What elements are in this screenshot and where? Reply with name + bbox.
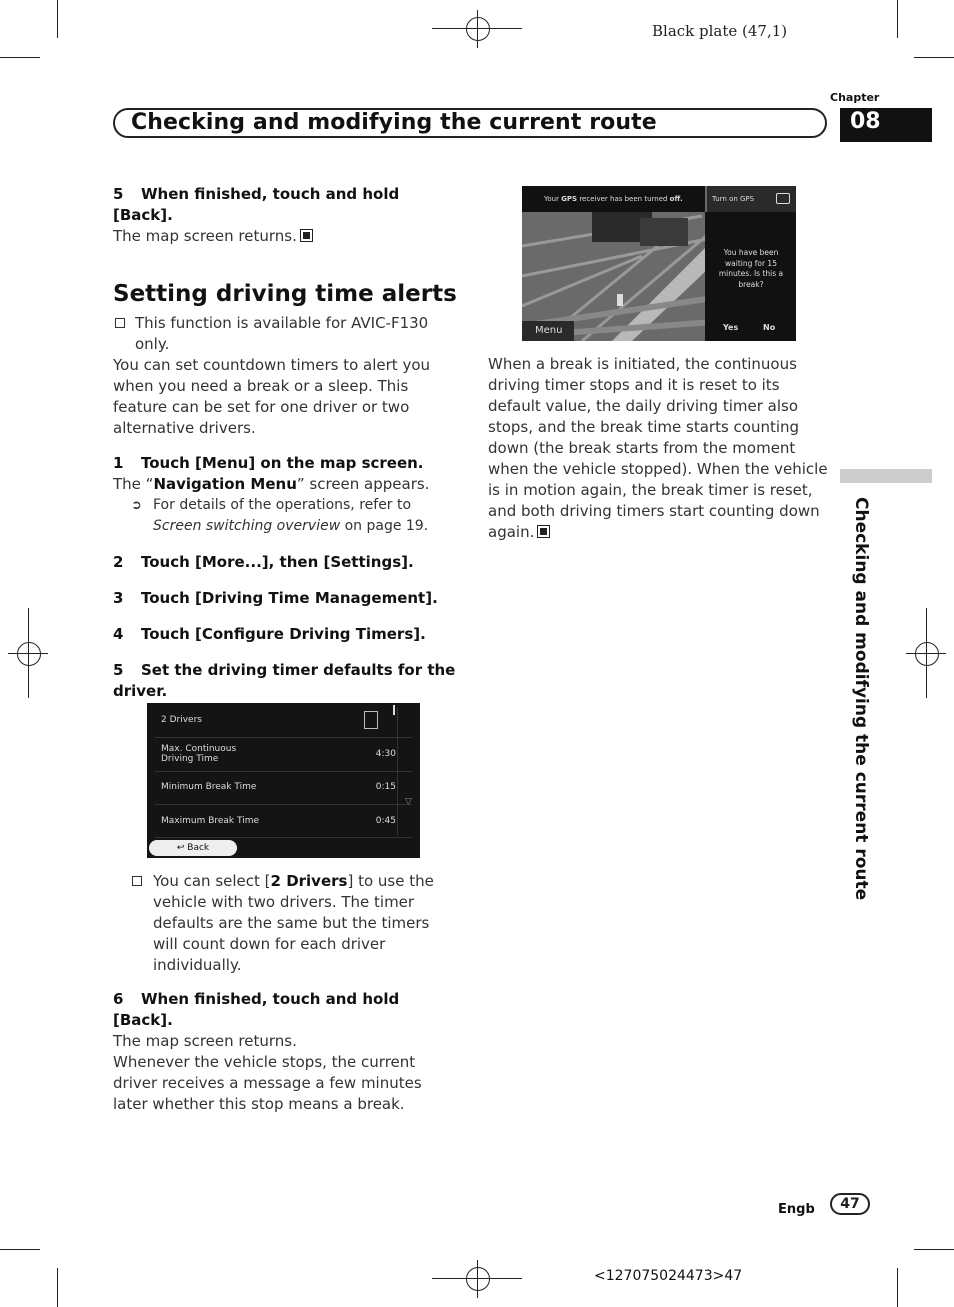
language-code: Engb: [778, 1202, 815, 1217]
crop-mark: [57, 0, 58, 38]
step-5b: 5 Set the driving timer defaults for the driver.: [113, 661, 456, 700]
step-5a-body: The map screen returns.: [113, 226, 458, 247]
note-two-drivers: You can select [2 Drivers] to use the vehicle with two drivers. The timer defaults are the same but the timers will count down for each driver individually.: [113, 871, 458, 976]
side-tab: [840, 469, 932, 483]
yes-button: Yes: [723, 323, 739, 332]
break-dialog: [705, 212, 796, 341]
end-mark-icon: [537, 525, 550, 538]
checkbox-bullet-icon: [115, 318, 125, 328]
step-6-body: The map screen returns.: [113, 1032, 297, 1050]
crop-mark: [897, 1268, 898, 1307]
page-number: 47: [830, 1193, 870, 1215]
break-dialog-screenshot: [522, 186, 796, 341]
mode-row: 2 Drivers: [155, 703, 412, 738]
timer-row: Max. Continuous Driving Time 4:30: [155, 737, 412, 772]
chapter-title: Checking and modifying the current route: [131, 110, 657, 135]
break-explanation: When a break is initiated, the continuous driving timer stops and it is reset to its default value, the daily driving timer also stops, and the break time starts counting down (the break starts from the moment when the vehicle stopped). When the vehicle is in motion again, the break timer is reset, and both driving timers start counting down again.: [488, 355, 828, 541]
gps-status-bar: Your GPS receiver has been turned off.: [522, 186, 705, 212]
checkbox-icon: [364, 711, 378, 729]
crop-mark: [897, 0, 898, 38]
step-6-body-2: Whenever the vehicle stops, the current driver receives a message a few minutes later whether this stop means a break.: [113, 1053, 422, 1113]
step-1: 1 Touch [Menu] on the map screen.: [113, 454, 424, 472]
step-6: 6 When finished, touch and hold [Back].: [113, 990, 400, 1029]
crop-mark: [914, 1249, 954, 1250]
step-5a: 5 When finished, touch and hold [Back].: [113, 185, 400, 224]
chapter-number: 08: [840, 108, 932, 142]
registration-circle: [466, 17, 490, 41]
scroll-thumb: [393, 705, 395, 715]
plate-label: Black plate (47,1): [652, 22, 788, 40]
dialog-message: You have been waiting for 15 minutes. Is this a break?: [718, 248, 784, 289]
checkbox-bullet-icon: [132, 876, 142, 886]
driving-timer-screenshot: [147, 703, 420, 858]
menu-button: Menu: [522, 321, 574, 341]
end-mark-icon: [300, 229, 313, 242]
no-button: No: [763, 323, 776, 332]
timer-row: Maximum Break Time 0:45: [155, 804, 412, 838]
registration-circle: [17, 642, 41, 666]
gps-icon: [776, 193, 790, 204]
intro-paragraph: You can set countdown timers to alert you when you need a break or a sleep. This feature can be set for one driver or two alternative drivers.: [113, 356, 431, 437]
chapter-label: Chapter: [830, 91, 880, 104]
left-column-lower: [113, 871, 458, 1115]
back-button: ↩ Back: [149, 840, 237, 856]
registration-circle: [915, 642, 939, 666]
left-column: [113, 184, 458, 702]
registration-circle: [466, 1267, 490, 1291]
scroll-down-icon: ▽: [405, 797, 412, 807]
right-column: [488, 354, 828, 543]
crop-mark: [0, 1249, 40, 1250]
scrollbar: [397, 707, 420, 835]
side-title: Checking and modifying the current route: [851, 497, 871, 901]
step-3: 3 Touch [Driving Time Management].: [113, 589, 438, 607]
timer-row: Minimum Break Time 0:15: [155, 771, 412, 805]
crop-mark: [57, 1268, 58, 1307]
back-arrow-icon: ↩: [176, 843, 188, 853]
step-2: 2 Touch [More...], then [Settings].: [113, 553, 414, 571]
arrow-bullet-icon: ➲: [131, 498, 142, 513]
crop-mark: [914, 57, 954, 58]
step-1-reference: ➲ For details of the operations, refer to Screen switching overview on page 19.: [131, 497, 429, 534]
document-code: <127075024473>47: [594, 1268, 743, 1284]
section-title: Setting driving time alerts: [113, 281, 457, 307]
turn-on-gps-button: Turn on GPS: [707, 186, 796, 212]
step-4: 4 Touch [Configure Driving Timers].: [113, 625, 426, 643]
note-availability: This function is available for AVIC-F130 only.: [113, 313, 458, 355]
crop-mark: [0, 57, 40, 58]
step-1-body: The “Navigation Menu” screen appears.: [113, 475, 430, 493]
